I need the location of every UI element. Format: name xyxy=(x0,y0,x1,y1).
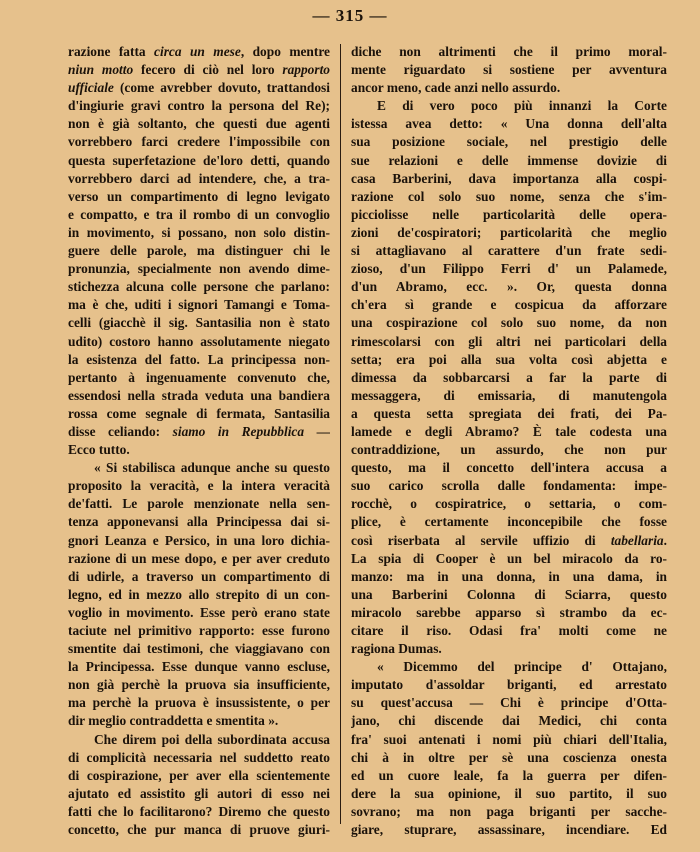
text-segment: (come avrebber dovuto, trattandosi xyxy=(113,80,330,96)
text-line xyxy=(68,749,330,767)
text-line xyxy=(68,61,330,79)
italic-text: rapporto xyxy=(282,62,330,78)
text-line xyxy=(351,532,667,550)
text-segment: jano, chi discende dai Medici, chi conta xyxy=(351,713,667,729)
text-segment: Che direm poi della subordinata accusa xyxy=(94,731,330,747)
text-line xyxy=(68,133,330,151)
text-segment: non già perchè la pruova sia insufficiente, xyxy=(68,677,330,693)
text-line xyxy=(351,622,667,640)
text-line xyxy=(351,152,667,170)
text-segment: una Barberini Colonna di Sciarra, questo xyxy=(351,586,667,602)
text-segment: , dopo mentre xyxy=(240,44,330,59)
text-line xyxy=(68,278,330,296)
text-line xyxy=(68,296,330,314)
text-line xyxy=(68,423,330,441)
text-segment: taciute nel primitivo rapporto: esse furono xyxy=(68,623,330,638)
text-line xyxy=(351,550,667,568)
text-line xyxy=(351,495,667,513)
text-segment: smentite dai testimoni, che viaggiavano con xyxy=(68,641,330,657)
text-line xyxy=(351,568,667,586)
text-segment: udito) costoro hanno assolutamente niegato xyxy=(68,333,330,349)
text-line xyxy=(351,423,667,441)
text-line xyxy=(351,43,667,61)
text-line xyxy=(68,405,330,423)
text-line xyxy=(68,586,330,604)
text-segment: voglio in movimento. Esse però erano state xyxy=(68,604,330,620)
text-line xyxy=(68,731,330,749)
text-line xyxy=(351,405,667,423)
text-segment: gnori Leanza e Persico, in una loro dichia- xyxy=(68,532,330,548)
text-line xyxy=(68,604,330,622)
text-segment: sovrano; ma non paga briganti per sacche- xyxy=(351,803,667,819)
text-segment: pronunzia, specialmente non avendo dime- xyxy=(68,261,330,277)
text-segment: proposito la veracità, e la intera veracità xyxy=(68,478,330,494)
text-segment: ch'era sì grande e cospicua da afforzare xyxy=(351,297,667,313)
text-segment: citare il riso. Odasi fra' molti come ne xyxy=(351,623,667,638)
text-line xyxy=(351,387,667,405)
text-segment: e compatto, e tra il rombo di un convoglio xyxy=(68,206,330,222)
text-segment: messaggera, di emissaria, di manutengola xyxy=(351,387,667,403)
text-segment: rocchè, o cospiratrice, o settaria, o com- xyxy=(351,496,667,512)
text-line xyxy=(68,767,330,785)
text-segment: essendosi nella strada veduta una bandiera xyxy=(68,387,330,403)
text-segment: così riserbata al servile uffizio di xyxy=(351,532,611,548)
text-segment: a questa setta spregiata dei frati, dei Pa- xyxy=(351,405,667,421)
text-segment: « Dicemmo del principe d' Ottajano, xyxy=(377,659,667,675)
italic-text: niun motto xyxy=(68,62,134,78)
text-segment: una cospirazione col solo suo nome, da non xyxy=(351,315,667,331)
text-segment: su quest'accusa — Chi è principe d'Otta- xyxy=(351,695,667,711)
text-line xyxy=(68,821,330,839)
text-segment: giare, stuprare, assassinare, incendiare. Ed xyxy=(351,822,667,838)
text-line xyxy=(68,188,330,206)
text-line xyxy=(68,333,330,351)
text-line xyxy=(68,459,330,477)
text-segment: ancor meno, cade anzi nello assurdo. xyxy=(351,80,561,96)
text-line xyxy=(68,803,330,821)
text-segment: legno, ed in mezzo allo strepito di un con- xyxy=(68,586,330,602)
left-column xyxy=(68,43,330,839)
text-segment: miracolo sarebbe apparso sì strambo da ec- xyxy=(351,604,667,620)
text-segment: la Principessa. Esse dunque vanno escluse, xyxy=(68,659,330,675)
text-segment: casa Barberini, dava importanza alla cospi- xyxy=(351,170,667,186)
text-segment: d'ingiurie gravi contro la persona del Re); xyxy=(68,98,330,114)
text-line xyxy=(351,115,667,133)
text-line xyxy=(351,676,667,694)
text-segment: concetto, che pur manca di pruove giuri- xyxy=(68,822,330,838)
text-line xyxy=(68,260,330,278)
text-segment: lamede e degli Abramo? È tale codesta una xyxy=(351,423,667,439)
text-line xyxy=(351,694,667,712)
text-segment: la esistenza del fatto. La principessa non- xyxy=(68,351,330,367)
text-line xyxy=(68,206,330,224)
text-line xyxy=(351,640,667,658)
text-segment: di complicità necessaria nel suddetto reato xyxy=(68,749,330,765)
text-segment: « Si stabilisca adunque anche su questo xyxy=(94,460,330,476)
text-line xyxy=(351,296,667,314)
text-segment: mente riguardato si sostiene per avventura xyxy=(351,62,667,78)
italic-text: ufficiale xyxy=(68,80,114,96)
text-segment: contraddizione, un assurdo, che non pur xyxy=(351,442,667,458)
text-line xyxy=(351,477,667,495)
text-segment: istessa avea detto: « Una donna dell'alta xyxy=(351,116,667,132)
text-line xyxy=(68,785,330,803)
text-segment: questa superfetazione de'loro detti, quando xyxy=(68,152,330,168)
text-line xyxy=(68,152,330,170)
text-segment: celli (giacchè il sig. Santasilia non è stato xyxy=(68,315,330,331)
text-segment: in movimento, si possano, non solo distin- xyxy=(68,224,330,240)
text-line xyxy=(351,821,667,839)
text-line xyxy=(351,61,667,79)
text-line xyxy=(351,242,667,260)
text-segment: de'fatti. Le parole menzionate nella sen- xyxy=(68,496,330,512)
text-segment: . xyxy=(663,532,667,548)
text-segment: dere la sua opinione, il suo partito, il suo xyxy=(351,785,667,801)
text-line xyxy=(68,694,330,712)
text-line xyxy=(68,387,330,405)
text-segment: imputato d'assoldar briganti, ed arrestato xyxy=(351,677,667,693)
text-segment: dimessa da sobbarcarsi a far la parte di xyxy=(351,369,667,385)
text-line xyxy=(68,676,330,694)
text-line xyxy=(351,278,667,296)
text-line xyxy=(351,441,667,459)
text-line xyxy=(68,351,330,369)
text-segment: ma è che, uditi i signori Tamangi e Toma- xyxy=(68,297,330,313)
text-line xyxy=(68,532,330,550)
column-divider xyxy=(340,44,341,824)
text-segment: rimescolarsi con gli altri nei particolari della xyxy=(351,333,667,349)
text-segment: La spia di Cooper è un bel miracolo da ro- xyxy=(351,550,667,566)
text-line xyxy=(68,477,330,495)
text-line xyxy=(351,749,667,767)
text-segment: sua posizione sociale, nel prestigio delle xyxy=(351,134,667,150)
text-segment: manzo: ma in una donna, in una dama, in xyxy=(351,568,667,584)
text-line xyxy=(68,495,330,513)
text-line xyxy=(351,369,667,387)
text-line xyxy=(351,586,667,604)
text-line xyxy=(68,224,330,242)
text-line xyxy=(351,351,667,369)
text-line xyxy=(351,224,667,242)
text-segment: suo carico scrolla dalle fondamenta: impe- xyxy=(351,478,667,494)
text-line xyxy=(68,658,330,676)
text-line xyxy=(68,622,330,640)
text-segment: — xyxy=(304,423,330,439)
text-line xyxy=(351,731,667,749)
text-line xyxy=(351,133,667,151)
text-segment: E di vero poco più innanzi la Corte xyxy=(377,98,667,114)
text-segment: pertanto à ingenuamente convenuto che, xyxy=(68,369,330,385)
text-line xyxy=(68,640,330,658)
text-line xyxy=(351,314,667,332)
text-segment: ma perchè la pruova è insussistente, o per xyxy=(68,695,330,711)
text-segment: ajutato ed assistito gli autori di esso nei xyxy=(68,785,330,801)
text-line xyxy=(351,333,667,351)
text-segment: sue relazioni e delle immense dovizie di xyxy=(351,152,667,168)
text-line xyxy=(68,441,330,459)
italic-text: tabellaria xyxy=(610,532,664,548)
text-segment: zioso, d'un Filippo Ferri d' un Palamede, xyxy=(351,261,667,277)
text-segment: razione di un mese dopo, e per aver creduto xyxy=(68,550,330,566)
text-line xyxy=(68,79,330,97)
text-line xyxy=(351,260,667,278)
italic-text: siamo in Repubblica xyxy=(172,423,305,439)
text-segment: diche non altrimenti che il primo moral- xyxy=(351,44,667,59)
text-segment: non è già soltanto, che questi due agenti xyxy=(68,116,330,132)
text-segment: d'un Abramo, ecc. ». Or, questa donna xyxy=(351,279,667,295)
text-line xyxy=(351,785,667,803)
text-segment: fecero di ciò nel loro xyxy=(133,62,283,78)
text-line xyxy=(68,550,330,568)
text-line xyxy=(351,513,667,531)
text-segment: tenza apponevansi alla Principessa dai si- xyxy=(68,514,330,530)
text-line xyxy=(351,79,667,97)
text-line xyxy=(351,188,667,206)
italic-text: circa un mese xyxy=(154,44,241,59)
text-line xyxy=(68,97,330,115)
text-segment: plice, è certamente inconcepibile che fosse xyxy=(351,514,667,530)
text-segment: si attagliavano al carattere d'un frate sedi- xyxy=(351,243,667,259)
text-segment: guere delle parole, ma distinguer chi le xyxy=(68,243,330,259)
text-segment: razione col solo suo nome, senza che s'im- xyxy=(351,188,667,204)
text-line xyxy=(68,170,330,188)
text-line xyxy=(351,206,667,224)
text-segment: vorrebbero darci ad intendere, che, a tra- xyxy=(68,170,330,186)
text-segment: chi à in oltre per sè una coscienza onesta xyxy=(351,749,667,765)
text-line xyxy=(68,369,330,387)
text-line xyxy=(351,803,667,821)
page-number: — 315 — xyxy=(312,6,388,25)
text-segment: ragiona Dumas. xyxy=(351,641,442,657)
text-segment: razione fatta xyxy=(68,44,155,59)
text-line xyxy=(351,459,667,477)
text-segment: picciolisse nelle particolarità delle opera- xyxy=(351,206,667,222)
text-segment: questo, ma il concetto dell'intera accusa a xyxy=(351,460,667,476)
text-segment: di udirle, a traverso un compartimento di xyxy=(68,568,330,584)
right-column xyxy=(351,43,667,839)
text-line xyxy=(68,314,330,332)
text-line xyxy=(351,97,667,115)
text-segment: disse celiando: xyxy=(68,423,173,439)
text-line xyxy=(351,604,667,622)
text-segment: di cospirazione, per aver ella scientemente xyxy=(68,767,330,783)
text-segment: zioni de'cospiratori; particolarità che meglio xyxy=(351,224,667,240)
text-segment: fra' suoi antenati i nomi più chiari dell'Italia, xyxy=(351,731,667,747)
text-line xyxy=(351,170,667,188)
text-segment: setta; era poi alla sua volta così abjetta e xyxy=(351,351,667,367)
text-segment: ed un cuore leale, fa la guerra per difen- xyxy=(351,767,667,783)
text-line xyxy=(68,712,330,730)
text-line xyxy=(68,115,330,133)
text-line xyxy=(68,242,330,260)
text-line xyxy=(68,568,330,586)
text-line xyxy=(68,513,330,531)
text-segment: fatti che lo facilitarono? Diremo che questo xyxy=(68,803,330,819)
text-segment: dir meglio contraddetta e smentita ». xyxy=(68,713,279,729)
text-line xyxy=(351,658,667,676)
text-line xyxy=(68,43,330,61)
text-segment: stichezza alcuna colle persone che parlano: xyxy=(68,279,330,295)
text-segment: rossa come segnale di fermata, Santasilia xyxy=(68,405,330,421)
text-line xyxy=(351,767,667,785)
text-line xyxy=(351,712,667,730)
text-segment: vorrebbero farci credere l'impossibile con xyxy=(68,134,330,150)
text-segment: verso un compartimento di legno levigato xyxy=(68,188,330,204)
text-segment: Ecco tutto. xyxy=(68,442,130,458)
